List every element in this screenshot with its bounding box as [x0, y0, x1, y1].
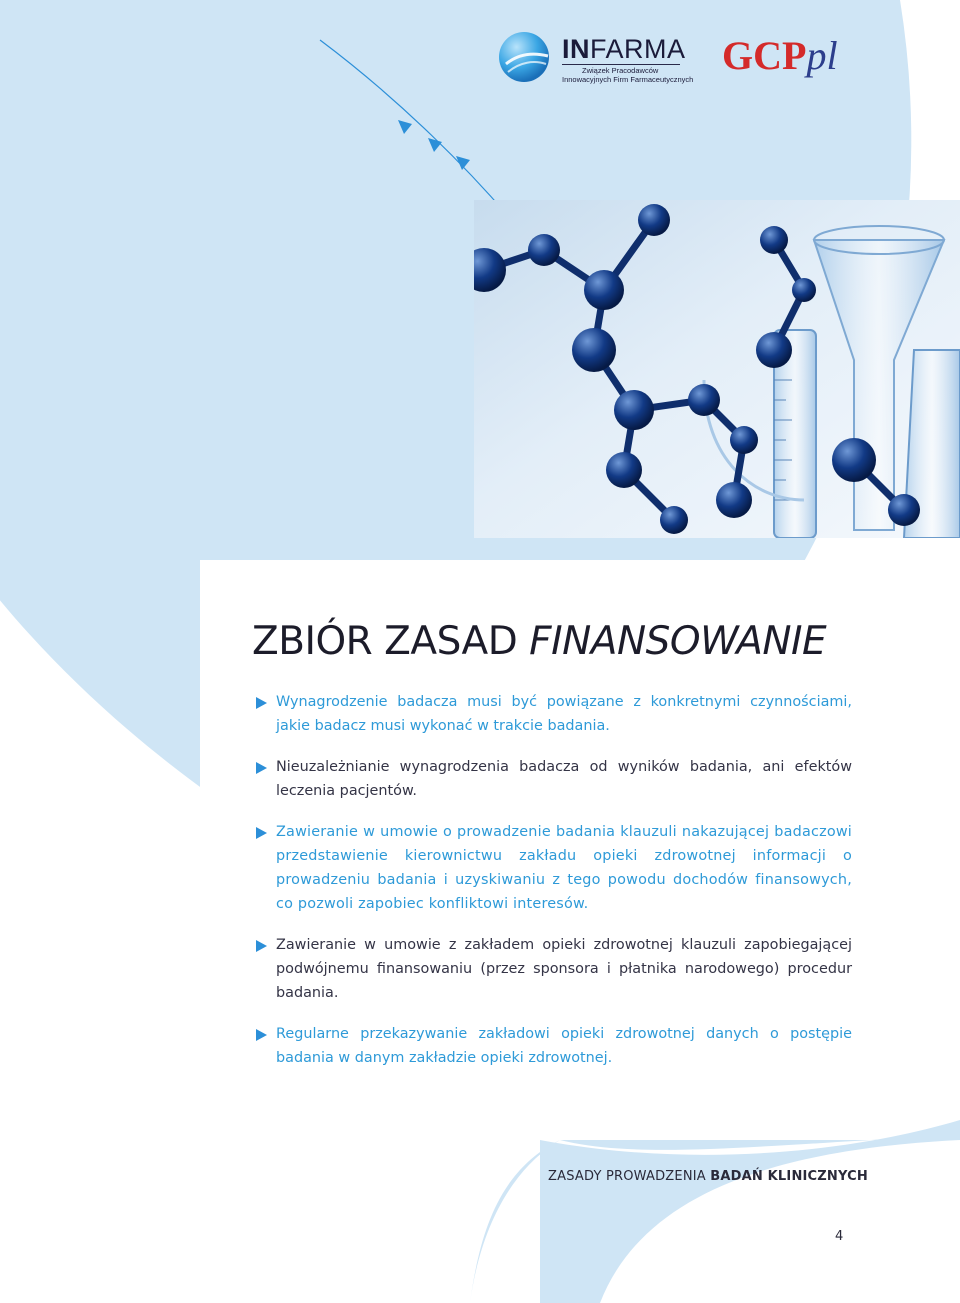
- list-item: [256, 1022, 852, 1070]
- infarma-rule: [562, 64, 680, 65]
- bullet-triangle-icon: [256, 827, 267, 839]
- page-title: ZBIÓR ZASAD FINANSOWANIE: [252, 619, 827, 664]
- list-item-text: Zawieranie w umowie o prowadzenie badania klauzuli nakazującej badaczowi przedstawienie kierownictwu zakładu opieki zdrowotnej informacji o prowadzeniu badania i uzyskiwaniu z tego powodu dochodów finansowych, co pozwoli zapobiec konfliktowi interesów.: [276, 824, 852, 912]
- list-item: [256, 933, 852, 1005]
- page-number: 4: [835, 1229, 844, 1244]
- infarma-wordmark: INFARMA: [562, 34, 686, 64]
- bullet-triangle-icon: [256, 940, 267, 952]
- running-footer: ZASADY PROWADZENIA BADAŃ KLINICZNYCH: [548, 1169, 868, 1184]
- list-item-text: Wynagrodzenie badacza musi być powiązane z konkretnymi czynnościami, jakie badacz musi wykonać w trakcie badania.: [276, 694, 852, 734]
- infarma-sphere-icon: [498, 30, 554, 86]
- bullet-triangle-icon: [256, 1029, 267, 1041]
- list-item: [256, 755, 852, 803]
- infarma-subtitle: Związek Pracodawców Innowacyjnych Firm Farmaceutycznych: [562, 66, 694, 84]
- list-item-text: Nieuzależnianie wynagrodzenia badacza od wyników badania, ani efektów leczenia pacjentów.: [276, 759, 852, 799]
- gcp-pl-logo: GCPpl: [722, 33, 838, 78]
- list-item: [256, 820, 852, 916]
- infarma-logo: [498, 30, 698, 86]
- bullet-triangle-icon: [256, 697, 267, 709]
- list-item-text: Regularne przekazywanie zakładowi opieki zdrowotnej danych o postępie badania w danym zakładzie opieki zdrowotnej.: [276, 1026, 852, 1066]
- molecule-glassware-photo: [474, 200, 960, 538]
- list-item: [256, 690, 852, 738]
- bullet-triangle-icon: [256, 762, 267, 774]
- principles-list: [256, 690, 852, 1070]
- list-item-text: Zawieranie w umowie z zakładem opieki zdrowotnej klauzuli zapobiegającej podwójnemu finansowaniu (przez sponsora i płatnika narodowego) procedur badania.: [276, 937, 852, 1001]
